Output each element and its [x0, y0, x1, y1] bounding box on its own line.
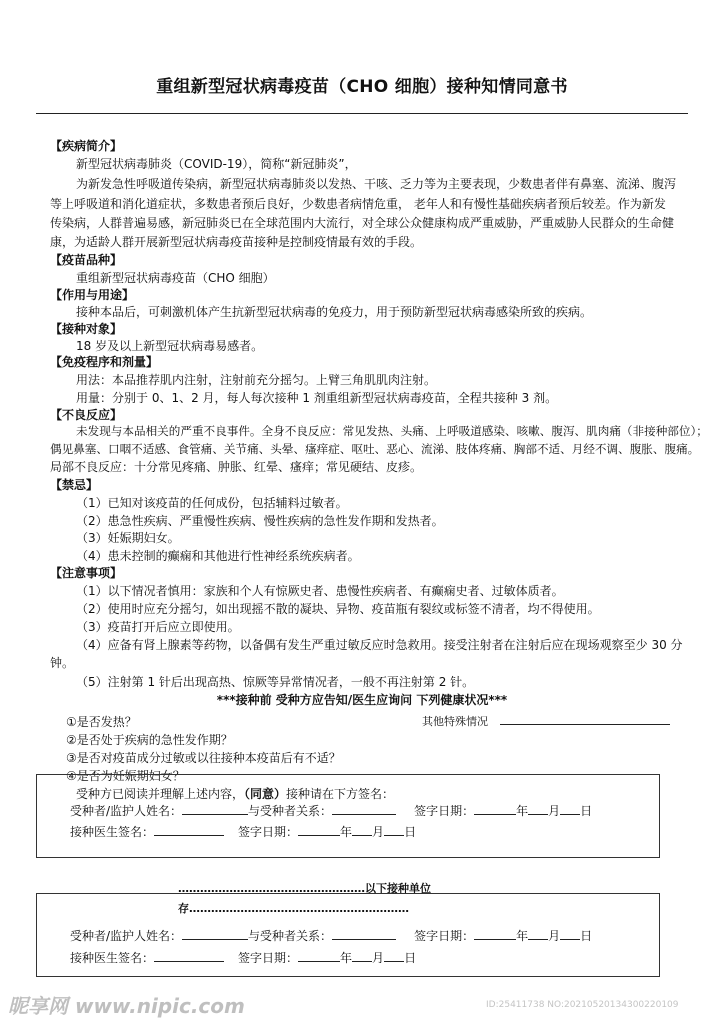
sign-date-label: 签字日期：	[238, 951, 299, 965]
notes-item: （4）应备有肾上腺素等药物，以备偶有发生严重过敏反应时急救用。接受注射者在注射后应在现场观察至少 30 分	[76, 638, 683, 652]
section-heading-vaccine: 【疫苗品种】	[50, 253, 123, 267]
day-field[interactable]	[384, 824, 404, 836]
month-field[interactable]	[352, 824, 372, 836]
notes-item: （2）使用时应充分摇匀，如出现摇不散的凝块、异物、疫苗瓶有裂纹或标签不清者，均不得使用。	[76, 602, 600, 616]
watermark-id: ID:25411738 NO:20210520134300220109	[486, 1000, 679, 1010]
recipient-signature-row	[70, 927, 592, 944]
month-field[interactable]	[352, 950, 372, 962]
year-field[interactable]	[474, 803, 516, 815]
year-label: 年	[340, 825, 353, 839]
doctor-signature-field[interactable]	[154, 824, 224, 836]
disease-text: 为新发急性呼吸道传染病，新型冠状病毒肺炎以发热、干咳、乏力等为主要表现，少数患者伴有鼻塞、流涕、腹泻	[76, 177, 677, 191]
doctor-signature-label: 接种医生签名：	[70, 951, 155, 965]
schedule-text: 用量：分别于 0、1、2 月，每人每次接种 1 剂重组新型冠状病毒疫苗，全程共接种 3 剂。	[76, 391, 558, 405]
year-field[interactable]	[298, 950, 340, 962]
doctor-signature-field[interactable]	[154, 950, 224, 962]
section-heading-target: 【接种对象】	[50, 322, 123, 336]
month-label: 月	[548, 929, 561, 943]
contra-item: （3）妊娠期妇女。	[76, 531, 180, 545]
doctor-signature-row	[70, 823, 416, 840]
year-label: 年	[340, 951, 353, 965]
doctor-signature-row	[70, 949, 416, 966]
disease-text: 康，为适龄人群开展新型冠状病毒疫苗接种是控制疫情最有效的手段。	[50, 235, 423, 249]
section-heading-adverse: 【不良反应】	[50, 408, 123, 422]
year-field[interactable]	[474, 928, 516, 940]
recipient-name-label: 受种者/监护人姓名：	[70, 929, 183, 943]
relation-field[interactable]	[332, 803, 396, 815]
day-label: 日	[404, 951, 417, 965]
sign-date-label: 签字日期：	[414, 804, 475, 818]
notes-item: （5）注射第 1 针后出现高热、惊厥等异常情况者，一般不再注射第 2 针。	[76, 675, 475, 689]
recipient-name-field[interactable]	[182, 928, 248, 940]
inquiry-question: ④是否为妊娠期妇女？	[66, 769, 185, 783]
year-field[interactable]	[298, 824, 340, 836]
sign-date-label: 签字日期：	[414, 929, 475, 943]
day-label: 日	[580, 929, 593, 943]
section-heading-contra: 【禁忌】	[50, 478, 99, 492]
other-conditions	[422, 713, 670, 729]
relation-label: 与受种者关系：	[248, 804, 333, 818]
day-field[interactable]	[384, 950, 404, 962]
consent-suffix: 接种请在下方签名：	[286, 787, 395, 801]
other-conditions-field[interactable]	[500, 713, 670, 725]
section-heading-usage: 【作用与用途】	[50, 288, 135, 302]
schedule-text: 用法：本品推荐肌内注射，注射前充分摇匀。上臂三角肌肌肉注射。	[76, 373, 437, 387]
disease-text: 传染病，人群普遍易感，新冠肺炎已在全球范围内大流行，对全球公众健康构成严重威胁，严重威胁人民群众的生命健	[50, 216, 675, 230]
notes-item: （1）以下情况者慎用：家族和个人有惊厥史者、患慢性疾病者、有癫痫史者、过敏体质者。	[76, 584, 564, 598]
month-label: 月	[372, 951, 385, 965]
target-text: 18 岁及以上新型冠状病毒易感者。	[76, 339, 264, 353]
year-label: 年	[516, 929, 529, 943]
other-conditions-label: 其他特殊情况	[422, 715, 488, 728]
day-label: 日	[404, 825, 417, 839]
disease-text: 等上呼吸道和消化道症状，多数患者预后良好，少数患者病情危重， 老年人和有慢性基础疾病者预后较差。作为新发	[50, 197, 666, 211]
consent-prefix: 受种方已阅读并理解上述内容，	[76, 787, 245, 801]
relation-field[interactable]	[332, 928, 396, 940]
watermark-logo: 昵享网 www.nipic.com	[8, 994, 245, 1018]
section-heading-schedule: 【免疫程序和剂量】	[50, 355, 159, 369]
recipient-name-field[interactable]	[182, 803, 248, 815]
title-divider	[36, 113, 688, 114]
page-title: 重组新型冠状病毒疫苗（CHO 细胞）接种知情同意书	[156, 77, 568, 97]
inquiry-question: ③是否对疫苗成分过敏或以往接种本疫苗后有不适？	[66, 751, 341, 765]
year-label: 年	[516, 804, 529, 818]
section-heading-disease: 【疾病简介】	[50, 139, 123, 153]
adverse-text: 局部不良反应：十分常见疼痛、肿胀、红晕、瘙痒；常见硬结、皮疹。	[50, 460, 423, 474]
consent-agree: （同意）	[244, 787, 287, 801]
section-heading-notes: 【注意事项】	[50, 566, 123, 580]
cut-line-bottom: 存……………………………………………………	[178, 902, 409, 915]
doctor-signature-label: 接种医生签名：	[70, 825, 155, 839]
contra-item: （4）患未控制的癫痫和其他进行性神经系统疾病者。	[76, 549, 360, 563]
cut-line-top: ……………………………………………以下接种单位	[178, 882, 431, 895]
sign-date-label: 签字日期：	[238, 825, 299, 839]
month-field[interactable]	[528, 803, 548, 815]
inquiry-heading: ***接种前 受种方应告知/医生应询问 下列健康状况***	[216, 693, 508, 707]
recipient-name-label: 受种者/监护人姓名：	[70, 804, 183, 818]
usage-text: 接种本品后，可刺激机体产生抗新型冠状病毒的免疫力，用于预防新型冠状病毒感染所致的疾病。	[76, 305, 593, 319]
month-field[interactable]	[528, 928, 548, 940]
day-field[interactable]	[560, 928, 580, 940]
relation-label: 与受种者关系：	[248, 929, 333, 943]
contra-item: （1）已知对该疫苗的任何成份，包括辅料过敏者。	[76, 496, 348, 510]
inquiry-question: ②是否处于疾病的急性发作期？	[66, 733, 233, 747]
adverse-text: 偶见鼻塞、口咽不适感、食管痛、关节痛、头晕、瘙痒症、呕吐、恶心、流涕、肢体疼痛、胸部不适、月经不调、腹胀、腹痛。	[50, 442, 700, 456]
disease-text: 新型冠状病毒肺炎（COVID-19），简称“新冠肺炎”，	[76, 157, 357, 171]
notes-item: 钟。	[50, 656, 75, 670]
notes-item: （3）疫苗打开后应立即使用。	[76, 620, 240, 634]
day-field[interactable]	[560, 803, 580, 815]
adverse-text: 未发现与本品相关的严重不良事件。全身不良反应：常见发热、头痛、上呼吸道感染、咳嗽、腹泻、肌肉痛（非接种部位）；	[76, 424, 708, 438]
month-label: 月	[548, 804, 561, 818]
day-label: 日	[580, 804, 593, 818]
month-label: 月	[372, 825, 385, 839]
inquiry-question: ①是否发热？	[66, 715, 137, 729]
vaccine-text: 重组新型冠状病毒疫苗（CHO 细胞）	[76, 271, 275, 285]
contra-item: （2）患急性疾病、严重慢性疾病、慢性疾病的急性发作期和发热者。	[76, 514, 444, 528]
recipient-signature-row	[70, 802, 592, 819]
